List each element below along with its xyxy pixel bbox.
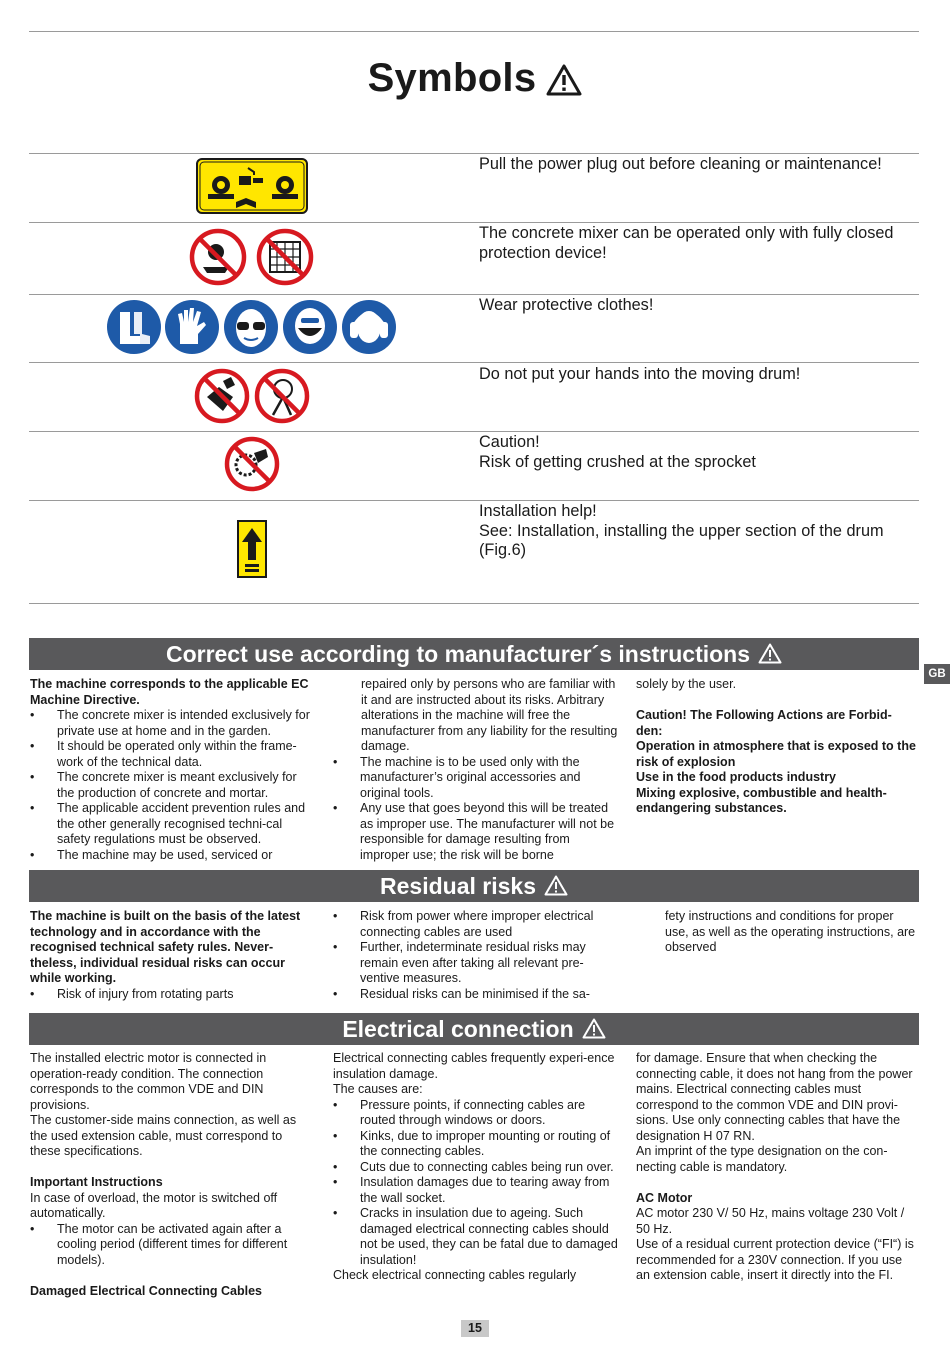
paragraph: repaired only by persons who are familiar with it and are instructed about its risks. Arbitrary alterations in the machine will free the manufacturer from any liability for the resulting damage. <box>361 677 618 753</box>
symbols-rule <box>29 153 919 154</box>
safety-boots-icon <box>107 300 161 354</box>
protective-clothing-icons <box>106 298 398 356</box>
paragraph: The customer-side mains connection, as well as the used extension cable, must correspond to these specifications. <box>30 1113 297 1158</box>
ear-protection-icon <box>342 300 396 354</box>
unplug-before-maintenance-icon <box>196 158 308 214</box>
bullet-item: • Further, indeterminate residual risks may remain even after taking all relevant pre-ventive measures. <box>333 940 619 987</box>
bullet-item: • Risk from power where improper electrical connecting cables are used <box>333 909 619 940</box>
symbol-line: See: Installation, installing the upper section of the drum (Fig.6) <box>479 521 884 559</box>
paragraph: Use in the food products industry <box>636 770 837 784</box>
dust-mask-icon <box>283 300 337 354</box>
sprocket-crush-icon <box>222 435 282 493</box>
symbols-rule <box>29 362 919 363</box>
paragraph: Operation in atmosphere that is exposed to the risk of explosion <box>636 739 916 769</box>
bullet-item: • Residual risks can be minimised if the sa- <box>333 987 619 1003</box>
warning-triangle-icon <box>582 1018 606 1039</box>
paragraph: solely by the user. <box>636 677 737 691</box>
top-rule <box>29 31 919 32</box>
bullet-item: • The machine is to be used only with the manufacturer’s original accessories and original tools. <box>333 755 619 802</box>
safety-glasses-icon <box>224 300 278 354</box>
bullet-item: • Risk of injury from rotating parts <box>30 987 315 1003</box>
symbol-text-6 <box>479 502 909 561</box>
symbol-text-1 <box>479 155 909 175</box>
paragraph: The machine is built on the basis of the latest technology and in accordance with the recognised technical safety rules. Never-theless, individual residual risks can occur while working. <box>30 909 301 985</box>
paragraph: Use of a residual current protection device (“FI“) is recommended for a 230V connection. If you use an extension cable, insert it directly into the FI. <box>636 1237 914 1282</box>
bullet-item: • Pressure points, if connecting cables are routed through windows or doors. <box>333 1098 619 1129</box>
electrical-column-3 <box>636 1051 918 1284</box>
bullet-item: • The motor can be activated again after a cooling period (different times for different models). <box>30 1222 315 1269</box>
subheading: AC Motor <box>636 1190 693 1205</box>
correct-use-column-1 <box>30 677 315 863</box>
paragraph: for damage. Ensure that when checking the connecting cable, it does not hang from the power mains. Electrical connecting cables must correspond to the common VDE and DIN provi-sions. Use only connecting cables that have the designation H 07 RN. <box>636 1051 913 1143</box>
bullet-item: • The applicable accident prevention rules and the other generally recognised techni-cal safety regulations must be observed. <box>30 801 315 848</box>
symbol-line: Wear protective clothes! <box>479 296 654 314</box>
correct-use-column-3 <box>636 677 916 817</box>
symbols-rule <box>29 603 919 604</box>
paragraph: An imprint of the type designation on the con-necting cable is mandatory. <box>636 1144 888 1174</box>
section-title: Correct use according to manufacturer´s instructions <box>165 641 751 667</box>
paragraph: Caution! The Following Actions are Forbid-den: <box>636 708 892 738</box>
symbol-line: Caution! <box>479 433 540 451</box>
bullet-item: • The concrete mixer is meant exclusively for the production of concrete and mortar. <box>30 770 315 801</box>
bullet-item: • The machine may be used, serviced or <box>30 848 315 864</box>
subheading: Damaged Electrical Connecting Cables <box>30 1283 263 1298</box>
paragraph: Check electrical connecting cables regularly <box>333 1268 577 1282</box>
no-hands-in-drum-icons <box>193 367 311 425</box>
electrical-column-2 <box>333 1051 619 1284</box>
bullet-item: • Cracks in insulation due to ageing. Such damaged electrical connecting cables should not be used, they can be fatal due to damaged insulation! <box>333 1206 619 1268</box>
symbol-line: Risk of getting crushed at the sprocket <box>479 452 756 471</box>
symbol-text-5 <box>479 433 909 472</box>
bullet-item: • Cuts due to connecting cables being run over. <box>333 1160 619 1176</box>
symbol-line: The concrete mixer can be operated only with fully closed protection device! <box>479 224 894 262</box>
warning-triangle-icon <box>758 643 782 664</box>
section-title: Residual risks <box>380 873 536 899</box>
paragraph: The machine corresponds to the applicable EC Machine Directive. <box>30 677 309 707</box>
electrical-column-1 <box>30 1051 315 1299</box>
symbols-rule <box>29 294 919 295</box>
bullet-item: • Any use that goes beyond this will be treated as improper use. The manufacturer will not be responsible for damage resulting from improper use; the risk will be borne <box>333 801 619 863</box>
gloves-icon <box>165 300 219 354</box>
section-header-correct-use <box>29 638 919 670</box>
no-tool-in-drum-icon <box>257 371 307 421</box>
page-number: 15 <box>461 1320 489 1337</box>
no-open-guard-icon <box>259 231 311 283</box>
no-hand-in-drum-icon <box>197 371 247 421</box>
residual-risks-column-1 <box>30 909 315 1002</box>
closed-guard-icons <box>189 227 315 287</box>
symbols-rule <box>29 222 919 223</box>
bullet-item: • The concrete mixer is intended exclusively for private use at home and in the garden. <box>30 708 315 739</box>
symbol-text-4 <box>479 365 909 385</box>
symbol-line: Do not put your hands into the moving drum! <box>479 365 801 383</box>
symbol-line: Pull the power plug out before cleaning or maintenance! <box>479 155 882 173</box>
warning-triangle-icon <box>544 875 568 896</box>
language-tab: GB <box>924 664 950 684</box>
correct-use-column-2 <box>333 677 619 863</box>
subheading: Important Instructions <box>30 1175 163 1189</box>
bullet-item: • Insulation damages due to tearing away from the wall socket. <box>333 1175 619 1206</box>
bullet-item: • It should be operated only within the frame-work of the technical data. <box>30 739 315 770</box>
symbols-rule <box>29 500 919 501</box>
paragraph: AC motor 230 V/ 50 Hz, mains voltage 230 Volt / 50 Hz. <box>636 1206 905 1236</box>
symbol-text-2 <box>479 224 909 263</box>
residual-risks-column-3 <box>636 909 916 956</box>
section-title: Electrical connection <box>342 1016 574 1042</box>
paragraph: The installed electric motor is connected in operation-ready condition. The connection corresponds to the common VDE and DIN provisions. <box>30 1051 267 1112</box>
paragraph: In case of overload, the motor is switched off automatically. <box>30 1190 278 1220</box>
section-header-electrical-connection <box>29 1013 919 1045</box>
bullet-item: • Kinks, due to improper mounting or routing of the connecting cables. <box>333 1129 619 1160</box>
paragraph: fety instructions and conditions for proper use, as well as the operating instructions, are observed <box>665 909 916 954</box>
symbols-rule <box>29 431 919 432</box>
symbol-line: Installation help! <box>479 502 597 520</box>
no-open-drum-icon <box>192 231 244 283</box>
page-title-text: Symbols <box>367 56 537 100</box>
paragraph: Mixing explosive, combustible and health-endangering substances. <box>636 785 887 815</box>
symbol-text-3 <box>479 296 909 316</box>
warning-triangle-icon <box>546 64 582 96</box>
page-title <box>0 56 950 101</box>
paragraph: Electrical connecting cables frequently experi-ence insulation damage. <box>333 1051 615 1081</box>
residual-risks-column-2 <box>333 909 619 1002</box>
paragraph: The causes are: <box>333 1082 423 1096</box>
installation-arrow-icon <box>237 520 267 578</box>
section-header-residual-risks <box>29 870 919 902</box>
